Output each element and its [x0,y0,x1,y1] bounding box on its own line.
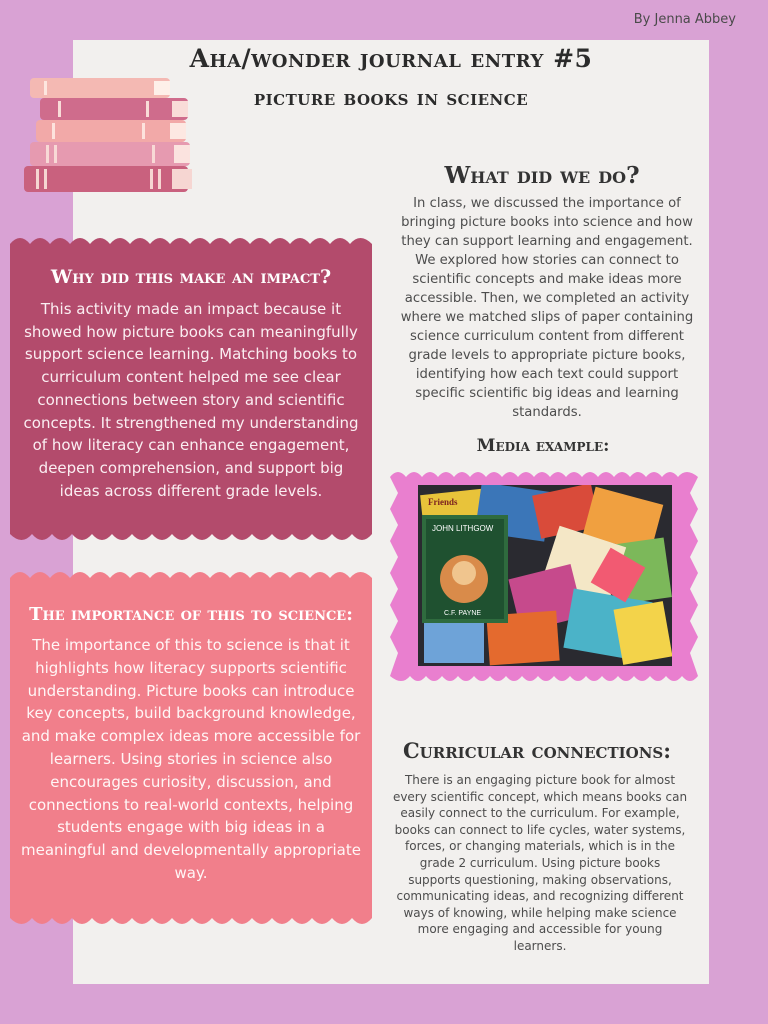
book-cover-text-3: Friends [428,497,458,507]
book-stack-icon [22,74,194,196]
importance-heading: The importance of this to science: [29,604,353,625]
importance-body: The importance of this to science is that it highlights how literacy supports scientific understanding. Picture books can introduce key concepts, build background knowledge, and make complex ideas more accessible for learners. Using stories in science also encourages curiosity, discussion, and connections to real-world contexts, helping students engage with big ideas in a meaningful and developmentally appropriate way. [21,636,361,882]
what-heading: What did we do? [444,162,640,189]
picture-books-photo [418,485,672,666]
book-cover-text-2: C.F. PAYNE [444,610,482,617]
what-body: In class, we discussed the importance of bringing picture books into science and how they can support learning and engagement. We explored how stories can connect to scientific concepts and make ideas more accessible. Then, we completed an activity where we matched slips of paper containing science curriculum content from different grade levels to appropriate picture books, identifying how each text could support specific scientific big ideas and learning standards. [400,196,694,420]
page-title: Aha/wonder journal entry #5 [189,44,593,73]
impact-body: This activity made an impact because it showed how picture books can meaningfully support science learning. Matching books to curriculum content helped me see clear connections between story and scientific concepts. It strengthened my understanding of how literacy can enhance engagement, deepen comprehension, and support big ideas across different grade levels. [23,300,359,500]
page-subtitle: picture books in science [253,85,529,110]
book-cover-text-1: JOHN LITHGOW [432,524,494,533]
impact-heading: Why did this make an impact? [50,266,332,288]
media-heading: Media example: [476,436,610,456]
author-credit: By Jenna Abbey [633,12,736,27]
curricular-body: There is an engaging picture book for almost every scientific concept, which means books can easily connect to the curriculum. For example, books can connect to life cycles, water systems, forces, or changing materials, which is in the grade 2 curriculum. Using picture books supports questioning, making observations, communicating ideas, and recognizing different ways of knowing, while helping make science more engaging and accessible for young learners. [392,773,688,953]
curricular-heading: Curricular connections: [402,738,672,763]
